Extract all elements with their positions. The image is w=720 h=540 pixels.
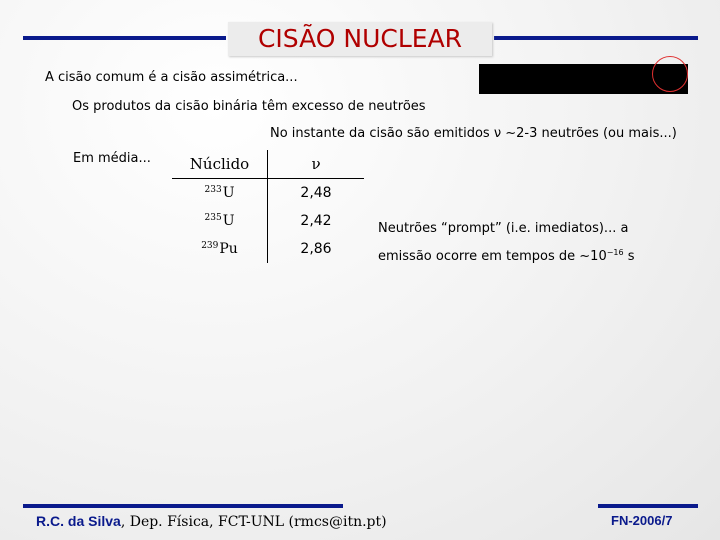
mass-number: 239 (201, 241, 219, 251)
prompt-text-post: s (623, 249, 635, 264)
footer-author: R.C. da Silva (36, 513, 121, 529)
nu-value: 2,42 (300, 213, 332, 229)
red-circle-marker (652, 56, 688, 92)
nuclide-cell (172, 207, 268, 235)
footer-code: FN-2006/7 (611, 513, 673, 528)
header-nu: ν (268, 150, 365, 179)
table-row (172, 207, 364, 235)
prompt-text-pre: emissão ocorre em tempos de ~10 (378, 249, 607, 264)
header-nuclide: Núclido (172, 150, 268, 179)
table-row (172, 235, 364, 263)
nuclide-cell (172, 235, 268, 263)
mass-number: 235 (204, 213, 222, 223)
title-bar-right (494, 36, 698, 40)
table-row (172, 179, 364, 208)
nuclide-cell (172, 179, 268, 208)
average-label: Em média... (73, 151, 151, 166)
text-line-1: A cisão comum é a cisão assimétrica... (45, 70, 298, 85)
nuclide-table (172, 150, 364, 263)
footer-credit (36, 513, 387, 530)
title-bar-left (23, 36, 226, 40)
table-header-row (172, 150, 364, 179)
slide-title: CISÃO NUCLEAR (257, 24, 463, 53)
element-symbol: Pu (219, 241, 238, 257)
text-line-2: Os produtos da cisão binária têm excesso de neutrões (72, 99, 426, 114)
nu-value: 2,86 (300, 241, 332, 257)
prompt-exponent: −16 (606, 248, 624, 257)
footer-bar-left (23, 504, 343, 508)
prompt-text-line-1: Neutrões “prompt” (i.e. imediatos)... a (378, 221, 629, 236)
prompt-text-line-2 (378, 248, 635, 264)
footer-affiliation: , Dep. Física, FCT-UNL (rmcs@itn.pt) (120, 514, 387, 530)
nu-value: 2,48 (300, 185, 332, 201)
text-line-3: No instante da cisão são emitidos ν ~2-3 neutrões (ou mais...) (270, 126, 677, 141)
element-symbol: U (222, 185, 235, 201)
mass-number: 233 (204, 185, 222, 195)
element-symbol: U (222, 213, 235, 229)
footer-bar-right (598, 504, 698, 508)
